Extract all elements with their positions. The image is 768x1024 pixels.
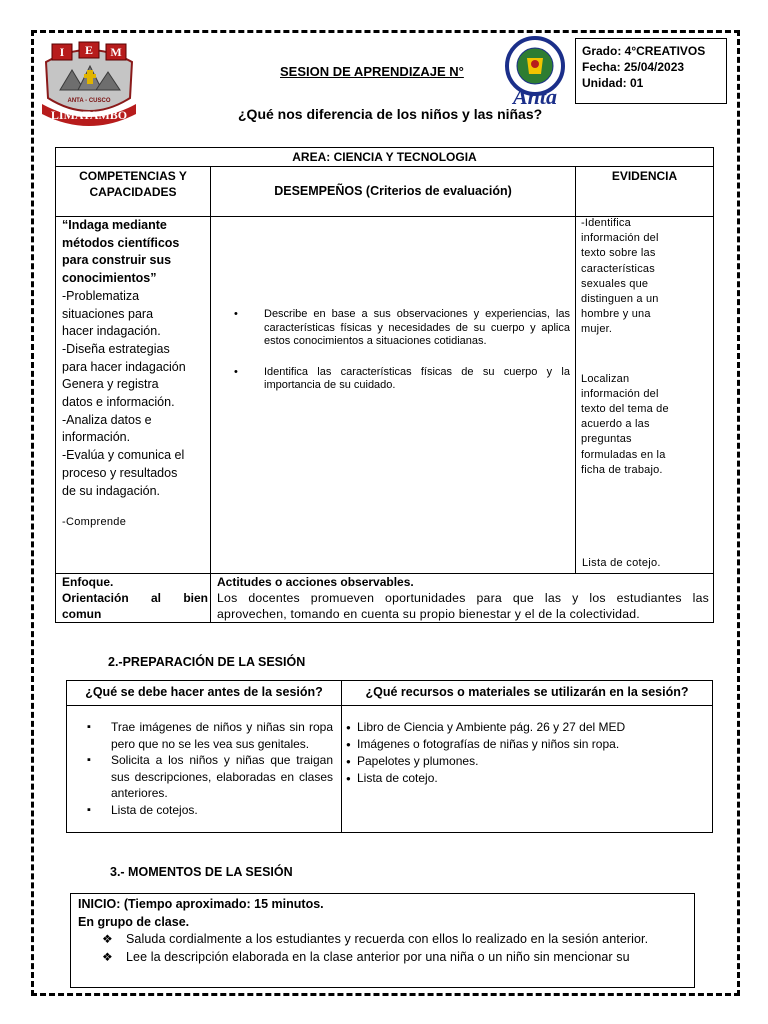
evidencia-cell bbox=[581, 216, 709, 478]
antes-item: ▪ Trae imágenes de niños y niñas sin ropa pero que no se les vea sus genitales. bbox=[87, 719, 333, 752]
evidencia-line: distinguen a un bbox=[581, 293, 659, 306]
evidencia-line: sexuales que bbox=[581, 277, 649, 290]
antes-item: ▪ Solicita a los niños y niñas que traigan sus descripciones, elaboradas en clases anteriores. bbox=[87, 752, 333, 802]
antes-item: ▪ Lista de cotejos. bbox=[87, 802, 333, 819]
capacidad-line: proceso y resultados bbox=[62, 465, 178, 480]
orientacion-line bbox=[62, 590, 208, 606]
competencias-cell bbox=[62, 217, 208, 532]
table-divider bbox=[67, 705, 712, 706]
enfoque-cell bbox=[62, 574, 208, 622]
grado-label: Grado: 4°CREATIVOS bbox=[582, 44, 706, 58]
capacidad-line: -Analiza datos e bbox=[62, 412, 152, 427]
grupo-label: En grupo de clase. bbox=[78, 914, 190, 929]
inicio-item: ❖ Saluda cordialmente a los estudiantes y recuerda con ellos lo realizado en la sesión anterior. bbox=[78, 931, 687, 949]
desempenos-header: DESEMPEÑOS (Criterios de evaluación) bbox=[274, 184, 512, 198]
table-divider bbox=[210, 166, 211, 622]
evidencia-line: Localizan bbox=[581, 372, 630, 385]
recurso-item: ● Imágenes o fotografías de niñas y niños sin ropa. bbox=[346, 736, 712, 753]
fecha-label: Fecha: 25/04/2023 bbox=[582, 60, 685, 74]
competencia-line: “Indaga mediante bbox=[62, 218, 167, 232]
capacidad-line: -Diseña estrategias bbox=[62, 341, 170, 356]
ugel-logo bbox=[497, 36, 573, 108]
evidencia-line: texto sobre las bbox=[581, 247, 656, 260]
competencias-header-line: CAPACIDADES bbox=[89, 185, 177, 199]
evidencia-line: ficha de trabajo. bbox=[581, 463, 663, 476]
evidencia-line: mujer. bbox=[581, 323, 613, 336]
recurso-item: ● Libro de Ciencia y Ambiente pág. 26 y 27 del MED bbox=[346, 719, 712, 736]
info-box bbox=[575, 38, 727, 104]
competencia-line: métodos científicos bbox=[62, 235, 180, 250]
recurso-item: ● Lista de cotejo. bbox=[346, 770, 712, 787]
actitudes-text: Los docentes promueven oportunidades para que las y los estudiantes las aprovechen, tomando en cuenta su propio bienestar y el de la colectividad. bbox=[217, 591, 709, 621]
comprende-label: -Comprende bbox=[62, 516, 127, 529]
capacidad-line: para hacer indagación bbox=[62, 359, 186, 374]
evidencia-line: información del bbox=[581, 232, 659, 245]
competencia-line: conocimientos” bbox=[62, 271, 157, 286]
school-logo bbox=[38, 40, 140, 126]
capacidad-line: -Problematiza bbox=[62, 288, 140, 303]
recursos-header: ¿Qué recursos o materiales se utilizarán en la sesión? bbox=[365, 685, 689, 699]
capacidad-line: Genera y registra bbox=[62, 377, 159, 392]
logo-letter-3: M bbox=[110, 45, 122, 59]
desempeno-item: • Describe en base a sus observaciones y experiencias, las características físicas y necesidades de su cuerpo y aplica estos conocimientos a situaciones cotidianas. bbox=[226, 308, 570, 349]
capacidad-line: -Evalúa y comunica el bbox=[62, 448, 185, 463]
logo-anta-text: Anta bbox=[512, 84, 558, 108]
capacidad-line: de su indagación. bbox=[62, 483, 160, 498]
inicio-box bbox=[70, 893, 695, 988]
evidencia-line: información del bbox=[581, 387, 659, 400]
competencias-header bbox=[56, 167, 210, 200]
preparacion-table bbox=[66, 680, 713, 833]
evidencia-line: hombre y una bbox=[581, 308, 651, 321]
orientacion-word: bien bbox=[183, 591, 208, 605]
capacidad-line: datos e información. bbox=[62, 395, 175, 410]
actitudes-cell bbox=[217, 574, 709, 622]
evidencia-line: características bbox=[581, 262, 655, 275]
table-divider bbox=[575, 166, 576, 573]
table-divider bbox=[341, 681, 342, 832]
inicio-label: INICIO: (Tiempo aproximado: 15 minutos. bbox=[78, 897, 324, 911]
evidencia-line: texto del tema de bbox=[581, 403, 669, 416]
competencias-header-line: COMPETENCIAS Y bbox=[79, 169, 187, 183]
lista-cotejo-label: Lista de cotejo. bbox=[582, 557, 661, 569]
unidad-label: Unidad: 01 bbox=[582, 76, 644, 90]
antes-list bbox=[87, 719, 333, 818]
capacidad-line: situaciones para bbox=[62, 306, 154, 321]
evidencia-line: formuladas en la bbox=[581, 448, 666, 461]
preparacion-title: 2.-PREPARACIÓN DE LA SESIÓN bbox=[108, 655, 306, 669]
actitudes-label: Actitudes o acciones observables. bbox=[217, 575, 414, 589]
desempenos-cell bbox=[226, 308, 570, 410]
enfoque-label: Enfoque. bbox=[62, 575, 114, 589]
logo-letter-2: E bbox=[84, 43, 94, 57]
logo-letter-1: I bbox=[59, 45, 65, 59]
evidencia-line: -Identifica bbox=[581, 217, 631, 229]
evidencia-line: acuerdo a las bbox=[581, 418, 650, 431]
orientacion-word: Orientación bbox=[62, 591, 129, 605]
inicio-item: ❖ Lee la descripción elaborada en la clase anterior por una niña o un niño sin mencionar su bbox=[78, 949, 687, 967]
capacidad-line: información. bbox=[62, 430, 131, 445]
capacidad-line: hacer indagación. bbox=[62, 324, 161, 339]
logo-school-name: LIMATAMBO bbox=[50, 108, 128, 122]
comun-label: comun bbox=[62, 607, 102, 621]
recurso-item: ● Papelotes y plumones. bbox=[346, 753, 712, 770]
desempeno-item: • Identifica las características físicas de su cuerpo y la importancia de su cuidado. bbox=[226, 366, 570, 393]
area-header: AREA: CIENCIA Y TECNOLOGIA bbox=[292, 150, 477, 164]
antes-header: ¿Qué se debe hacer antes de la sesión? bbox=[85, 685, 323, 699]
orientacion-word: al bbox=[151, 591, 162, 605]
competencias-table bbox=[55, 147, 714, 623]
recursos-list bbox=[346, 719, 712, 787]
evidencia-line: preguntas bbox=[581, 433, 632, 446]
session-title: SESION DE APRENDIZAJE N° bbox=[280, 64, 464, 79]
momentos-title: 3.- MOMENTOS DE LA SESIÓN bbox=[110, 865, 293, 879]
session-question: ¿Qué nos diferencia de los niños y las niñas? bbox=[238, 106, 543, 122]
logo-small-text: ANTA - CUSCO bbox=[67, 98, 111, 104]
competencia-line: para construir sus bbox=[62, 253, 172, 268]
evidencia-header: EVIDENCIA bbox=[611, 169, 678, 183]
